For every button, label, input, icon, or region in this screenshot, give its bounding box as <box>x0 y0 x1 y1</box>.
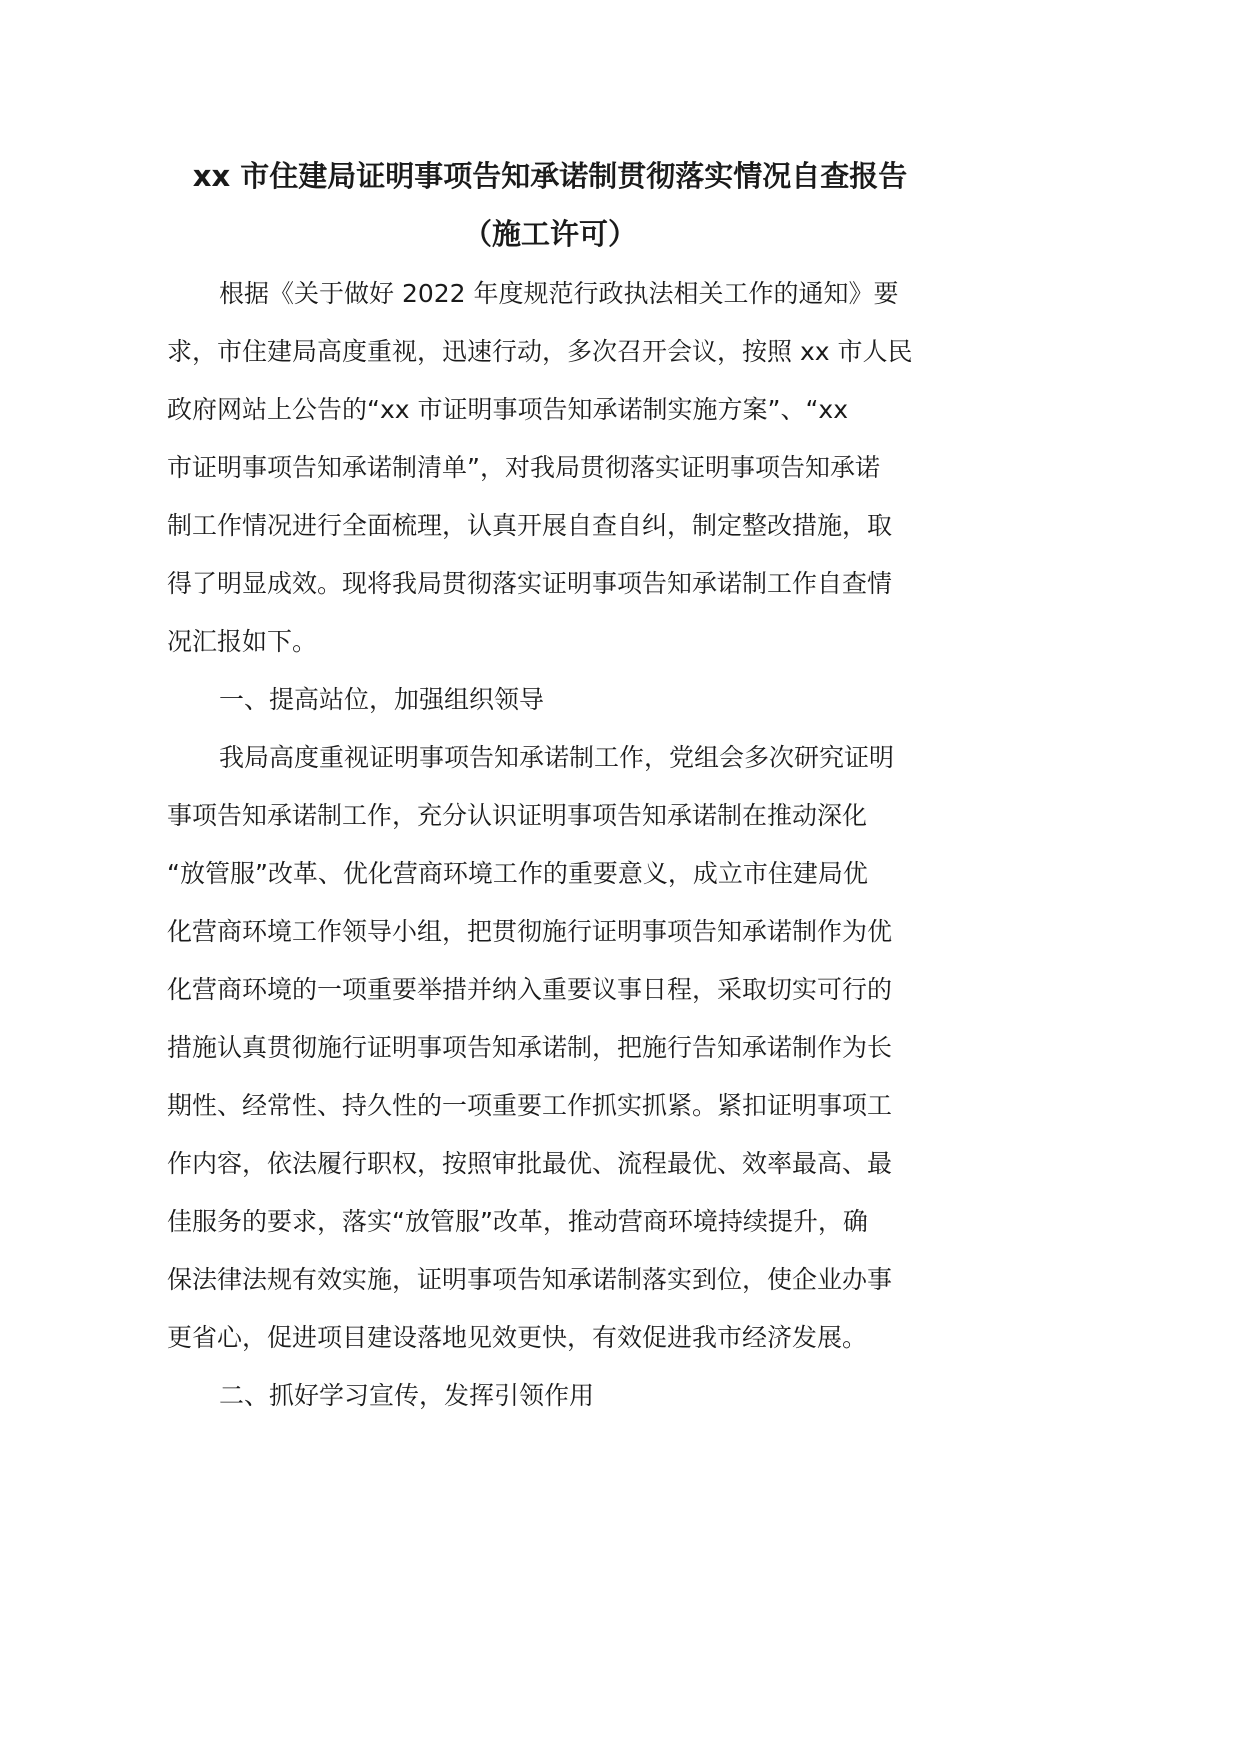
paragraph-line: 保法律法规有效实施，证明事项告知承诺制落实到位，使企业办事 <box>167 1265 893 1294</box>
paragraph-line: “放管服”改革、优化营商环境工作的重要意义，成立市住建局优 <box>167 859 868 888</box>
section-heading: 二、抓好学习宣传，发挥引领作用 <box>219 1381 595 1410</box>
paragraph-line: 得了明显成效。现将我局贯彻落实证明事项告知承诺制工作自查情 <box>167 569 893 598</box>
document-title: xx 市住建局证明事项告知承诺制贯彻落实情况自查报告 <box>192 159 908 193</box>
paragraph-line: 化营商环境的一项重要举措并纳入重要议事日程，采取切实可行的 <box>167 975 893 1004</box>
paragraph-line: 求，市住建局高度重视，迅速行动，多次召开会议，按照 xx 市人民 <box>167 337 913 366</box>
document-subtitle: （施工许可） <box>462 217 637 251</box>
paragraph-line: 期性、经常性、持久性的一项重要工作抓实抓紧。紧扣证明事项工 <box>167 1091 893 1120</box>
paragraph-line: 更省心，促进项目建设落地见效更快，有效促进我市经济发展。 <box>167 1323 868 1352</box>
paragraph-line: 化营商环境工作领导小组，把贯彻施行证明事项告知承诺制作为优 <box>167 917 893 946</box>
paragraph-line: 况汇报如下。 <box>167 627 318 656</box>
paragraph-line: 市证明事项告知承诺制清单”，对我局贯彻落实证明事项告知承诺 <box>167 453 880 482</box>
section-heading: 一、提高站位，加强组织领导 <box>219 685 545 714</box>
paragraph-line: 根据《关于做好 2022 年度规范行政执法相关工作的通知》要 <box>219 279 899 308</box>
paragraph-line: 政府网站上公告的“xx 市证明事项告知承诺制实施方案”、“xx <box>167 395 848 424</box>
paragraph-line: 制工作情况进行全面梳理，认真开展自查自纠，制定整改措施，取 <box>167 511 893 540</box>
paragraph-line: 事项告知承诺制工作，充分认识证明事项告知承诺制在推动深化 <box>167 801 868 830</box>
paragraph-line: 我局高度重视证明事项告知承诺制工作，党组会多次研究证明 <box>219 743 895 772</box>
paragraph-line: 佳服务的要求，落实“放管服”改革，推动营商环境持续提升，确 <box>167 1207 868 1236</box>
paragraph-line: 措施认真贯彻施行证明事项告知承诺制，把施行告知承诺制作为长 <box>167 1033 893 1062</box>
paragraph-line: 作内容，依法履行职权，按照审批最优、流程最优、效率最高、最 <box>167 1149 893 1178</box>
